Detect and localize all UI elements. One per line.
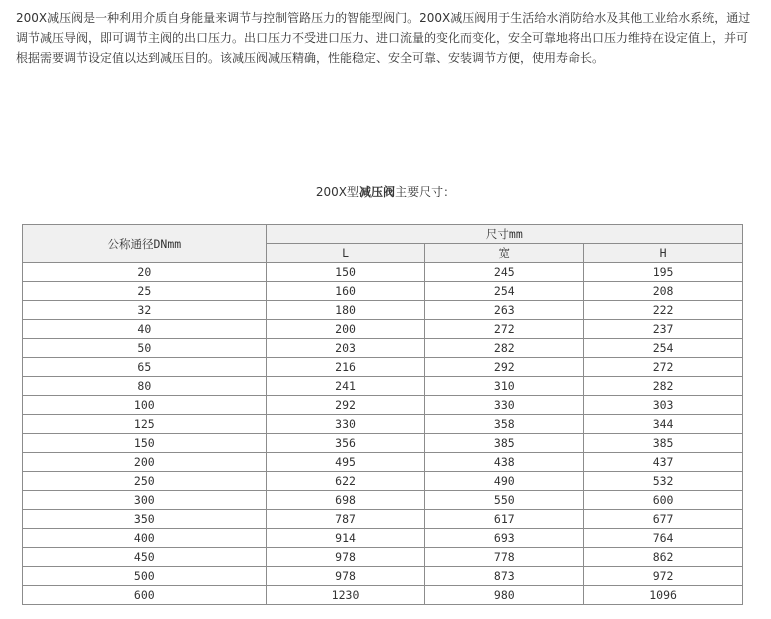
- column-header-l: L: [266, 244, 425, 263]
- width-cell: 778: [425, 548, 584, 567]
- h-cell: 272: [584, 358, 743, 377]
- table-row: [23, 377, 743, 396]
- table-row: [23, 472, 743, 491]
- table-title-prefix: 200X型: [315, 185, 360, 199]
- width-cell: 490: [425, 472, 584, 491]
- h-cell: 344: [584, 415, 743, 434]
- column-header-width: 宽: [425, 244, 584, 263]
- table-row: [23, 567, 743, 586]
- l-cell: 1230: [266, 586, 425, 605]
- h-cell: 764: [584, 529, 743, 548]
- l-cell: 216: [266, 358, 425, 377]
- width-cell: 263: [425, 301, 584, 320]
- h-cell: 195: [584, 263, 743, 282]
- table-row: [23, 263, 743, 282]
- width-cell: 272: [425, 320, 584, 339]
- table-row: [23, 510, 743, 529]
- table-row: [23, 358, 743, 377]
- dn-cell: 300: [23, 491, 267, 510]
- dn-cell: 450: [23, 548, 267, 567]
- width-cell: 550: [425, 491, 584, 510]
- h-cell: 862: [584, 548, 743, 567]
- table-row: [23, 434, 743, 453]
- width-cell: 693: [425, 529, 584, 548]
- table-row: [23, 301, 743, 320]
- l-cell: 203: [266, 339, 425, 358]
- width-cell: 438: [425, 453, 584, 472]
- h-cell: 254: [584, 339, 743, 358]
- h-cell: 208: [584, 282, 743, 301]
- l-cell: 200: [266, 320, 425, 339]
- l-cell: 330: [266, 415, 425, 434]
- table-row: [23, 339, 743, 358]
- size-column-header: 尺寸mm: [266, 225, 742, 244]
- l-cell: 787: [266, 510, 425, 529]
- h-cell: 282: [584, 377, 743, 396]
- l-cell: 978: [266, 548, 425, 567]
- l-cell: 622: [266, 472, 425, 491]
- table-row: [23, 548, 743, 567]
- h-cell: 532: [584, 472, 743, 491]
- intro-paragraph: 200X减压阀是一种利用介质自身能量来调节与控制管路压力的智能型阀门。200X减压阀用于生活给水消防给水及其他工业给水系统，通过调节减压导阀，即可调节主阀的出口压力。出口压力不受进口压力、进口流量的变化而变化，安全可靠地将出口压力维持在设定值上，并可根据需要调节设定值以达到减压目的。该减压阀减压精确，性能稳定、安全可靠、安装调节方便，使用寿命长。: [16, 11, 751, 65]
- h-cell: 600: [584, 491, 743, 510]
- h-cell: 385: [584, 434, 743, 453]
- width-cell: 330: [425, 396, 584, 415]
- h-cell: 303: [584, 396, 743, 415]
- dn-cell: 150: [23, 434, 267, 453]
- table-row: [23, 415, 743, 434]
- l-cell: 495: [266, 453, 425, 472]
- l-cell: 698: [266, 491, 425, 510]
- dn-cell: 200: [23, 453, 267, 472]
- dn-column-header: 公称通径DNmm: [23, 225, 267, 263]
- dn-cell: 400: [23, 529, 267, 548]
- width-cell: 282: [425, 339, 584, 358]
- width-cell: 254: [425, 282, 584, 301]
- table-row: [23, 282, 743, 301]
- dn-cell: 32: [23, 301, 267, 320]
- table-row: [23, 320, 743, 339]
- h-cell: 1096: [584, 586, 743, 605]
- h-cell: 972: [584, 567, 743, 586]
- h-cell: 437: [584, 453, 743, 472]
- dn-cell: 50: [23, 339, 267, 358]
- table-body: [23, 263, 743, 605]
- table-row: [23, 529, 743, 548]
- dn-cell: 600: [23, 586, 267, 605]
- table-row: [23, 453, 743, 472]
- h-cell: 237: [584, 320, 743, 339]
- table-header-row: [23, 225, 743, 244]
- width-cell: 358: [425, 415, 584, 434]
- table-title: [0, 184, 771, 200]
- dn-cell: 80: [23, 377, 267, 396]
- table-row: [23, 586, 743, 605]
- dimension-table: [22, 224, 743, 605]
- width-cell: 310: [425, 377, 584, 396]
- l-cell: 150: [266, 263, 425, 282]
- l-cell: 241: [266, 377, 425, 396]
- h-cell: 222: [584, 301, 743, 320]
- dn-cell: 100: [23, 396, 267, 415]
- dn-cell: 350: [23, 510, 267, 529]
- l-cell: 160: [266, 282, 425, 301]
- dn-cell: 125: [23, 415, 267, 434]
- l-cell: 978: [266, 567, 425, 586]
- l-cell: 180: [266, 301, 425, 320]
- h-cell: 677: [584, 510, 743, 529]
- dn-cell: 25: [23, 282, 267, 301]
- width-cell: 980: [425, 586, 584, 605]
- table-row: [23, 491, 743, 510]
- table-title-suffix: 主要尺寸：: [395, 185, 456, 199]
- l-cell: 292: [266, 396, 425, 415]
- table-row: [23, 396, 743, 415]
- l-cell: 356: [266, 434, 425, 453]
- dn-cell: 250: [23, 472, 267, 491]
- l-cell: 914: [266, 529, 425, 548]
- width-cell: 245: [425, 263, 584, 282]
- dn-cell: 65: [23, 358, 267, 377]
- width-cell: 292: [425, 358, 584, 377]
- width-cell: 617: [425, 510, 584, 529]
- table-title-strong: 减压阀: [359, 185, 396, 199]
- dn-cell: 500: [23, 567, 267, 586]
- width-cell: 385: [425, 434, 584, 453]
- dn-cell: 20: [23, 263, 267, 282]
- dn-cell: 40: [23, 320, 267, 339]
- width-cell: 873: [425, 567, 584, 586]
- column-header-h: H: [584, 244, 743, 263]
